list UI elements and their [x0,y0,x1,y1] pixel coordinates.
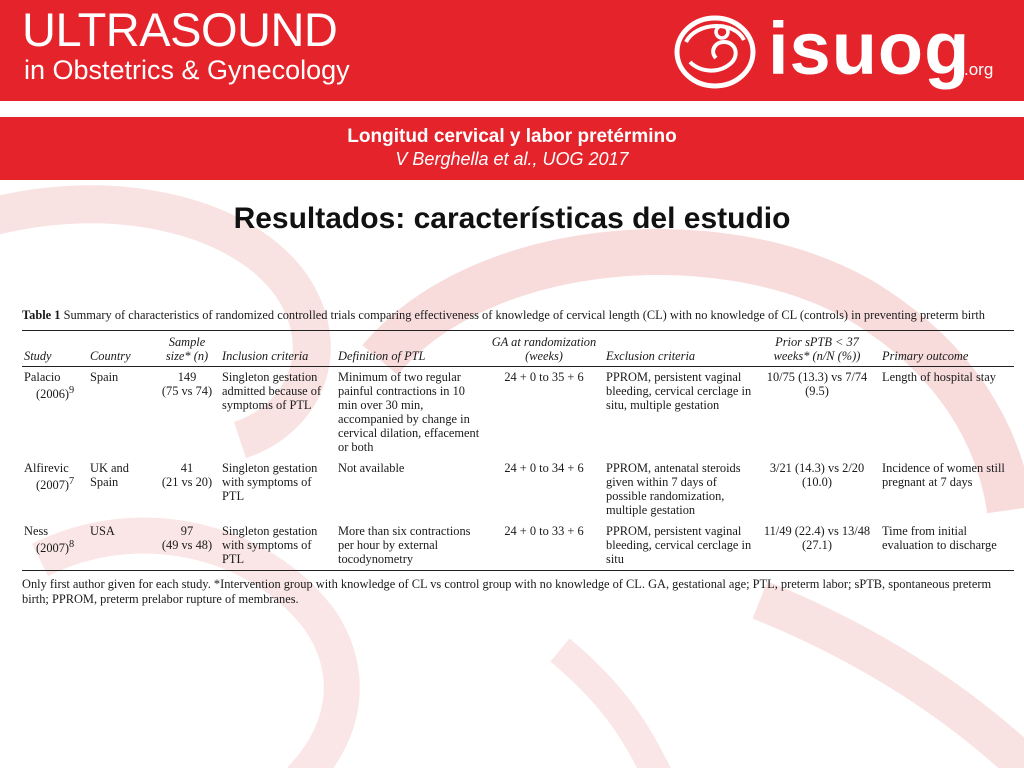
cell-inclusion: Singleton gestation with symptoms of PTL [220,521,336,571]
col-header-definition: Definition of PTL [336,331,484,367]
cell-definition: More than six contractions per hour by external tocodynometry [336,521,484,571]
cell-exclusion: PPROM, persistent vaginal bleeding, cervical cerclage in situ [604,521,754,571]
cell-sample [154,367,220,459]
table-row [22,458,1014,521]
logo-wordmark: isuog [768,7,971,90]
isuog-globe-logo-icon [672,12,758,92]
cell-exclusion: PPROM, antenatal steroids given within 7 days of possible randomization, multiple gestation [606,461,741,517]
study-author: Palacio [24,370,61,384]
cell-outcome: Length of hospital stay [882,370,996,384]
cell-country: UK and Spain [90,461,129,489]
study-year: (2007) [36,478,70,493]
cell-sample [154,521,220,571]
article-title: Longitud cervical y labor pretérmino [347,126,677,147]
study-ref: 9 [69,385,75,396]
cell-study [22,367,88,459]
study-table-figure [22,306,1014,606]
logo-domain-suffix: .org [964,60,994,79]
cell-country: USA [88,521,154,571]
col-header-primary-outcome: Primary outcome [880,331,1014,367]
cell-study [22,521,88,571]
journal-title-line1: ULTRASOUND [22,3,338,56]
study-author: Alfirevic [24,461,69,475]
study-year: (2006) [36,387,70,402]
cell-ga: 24 + 0 to 34 + 6 [504,461,584,475]
slide-title: Resultados: características del estudio [233,202,791,235]
study-year: (2007) [36,541,70,556]
col-header-country: Country [88,331,154,367]
sample-split: (75 vs 74) [161,384,213,398]
cell-outcome: Incidence of women still pregnant at 7 days [882,461,1005,489]
sample-total: 41 [180,461,194,475]
table-footnote: Only first author given for each study. *Intervention group with knowledge of CL vs control group with no knowledge of CL. GA, gestational age; PTL, preterm labor; sPTB, spontaneous preterm birth; PPROM, preterm prelabor rupture of membranes. [22,577,992,606]
cell-definition: Minimum of two regular painful contractions in 10 min over 30 min, accompanied by change in cervical dilation, effacement or both [338,370,480,454]
header-gap [0,101,1024,117]
sample-split: (49 vs 48) [161,538,213,552]
cell-prior: 11/49 (22.4) vs 13/48 (27.1) [754,521,880,571]
cell-prior: 3/21 (14.3) vs 2/20 (10.0) [769,461,865,489]
sample-total: 149 [177,370,197,384]
cell-sample [154,458,220,521]
cell-outcome: Time from initial evaluation to discharge [880,521,1014,571]
cell-ga: 24 + 0 to 35 + 6 [504,370,584,384]
col-header-ga: GA at randomization (weeks) [484,331,604,367]
cell-prior: 10/75 (13.3) vs 7/74 (9.5) [766,370,868,398]
isuog-logo [672,8,1002,96]
table-caption-label: Table 1 [22,308,61,322]
table-header-row [22,331,1014,367]
col-header-exclusion: Exclusion criteria [604,331,754,367]
cell-definition: Not available [338,461,405,475]
col-header-inclusion: Inclusion criteria [220,331,336,367]
study-characteristics-table [22,330,1014,571]
study-ref: 8 [69,539,75,550]
table-row [22,367,1014,459]
table-caption-text: Summary of characteristics of randomized controlled trials comparing effectiveness of knowledge of cervical length (CL) with no knowledge of CL (controls) in preventing preterm birth [63,308,985,322]
sample-total: 97 [180,524,194,538]
header-band [0,0,1024,101]
study-ref: 7 [69,476,75,487]
cell-inclusion: Singleton gestation admitted because of symptoms of PTL [222,370,322,412]
table-caption [22,306,1014,324]
journal-title-line2: in Obstetrics & Gynecology [24,55,350,85]
cell-country: Spain [90,370,119,384]
article-banner [0,117,1024,180]
study-author: Ness [24,524,49,538]
col-header-sample-size: Sample size* (n) [154,331,220,367]
table-row [22,521,1014,571]
cell-exclusion: PPROM, persistent vaginal bleeding, cervical cerclage in situ, multiple gestation [606,370,752,412]
col-header-study: Study [22,331,88,367]
cell-ga: 24 + 0 to 33 + 6 [484,521,604,571]
cell-study [22,458,88,521]
sample-split: (21 vs 20) [161,475,213,489]
col-header-prior-sptb: Prior sPTB < 37 weeks* (n/N (%)) [754,331,880,367]
article-authors: V Berghella et al., UOG 2017 [395,149,629,169]
cell-inclusion: Singleton gestation with symptoms of PTL [222,461,318,503]
